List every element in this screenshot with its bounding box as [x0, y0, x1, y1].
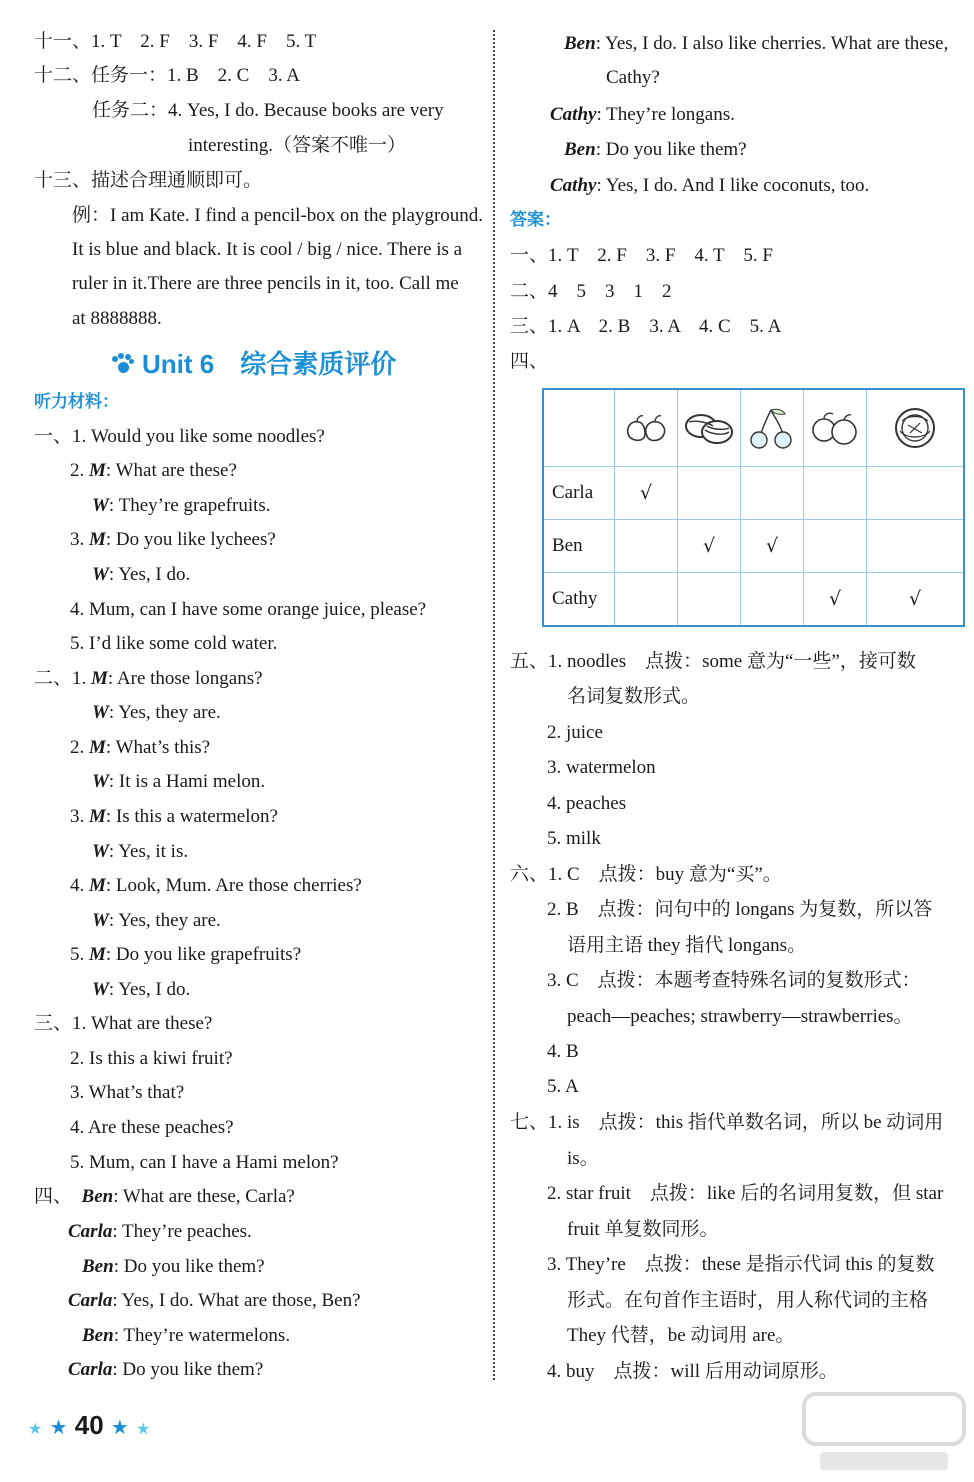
line-text: : Yes, I do.	[108, 564, 191, 585]
line-text: 任务二：4. Yes, I do. Because books are very	[92, 100, 444, 121]
check-cell: √	[678, 520, 741, 573]
line-text: Is this a kiwi fruit?	[89, 1048, 233, 1069]
row-name-cell: Ben	[543, 520, 615, 573]
text-line	[606, 66, 660, 90]
text-line	[547, 756, 656, 780]
text-line	[547, 969, 921, 993]
check-cell: √	[867, 573, 965, 627]
speaker-label: M	[89, 460, 106, 481]
text-line	[70, 1047, 233, 1071]
speaker-label: M	[89, 806, 106, 827]
check-cell	[678, 573, 741, 627]
text-line	[92, 99, 444, 123]
unit-title	[112, 348, 396, 380]
text-line	[70, 459, 237, 483]
line-text: : They’re grapefruits.	[108, 495, 271, 516]
star-icon: ★	[136, 1421, 151, 1438]
table-corner-cell	[543, 389, 615, 467]
speaker-label: M	[89, 875, 106, 896]
line-text: What’s that?	[88, 1082, 185, 1103]
text-line	[68, 1289, 361, 1313]
text-line	[82, 1324, 290, 1348]
line-number: 3.	[70, 806, 89, 827]
text-line	[70, 528, 276, 552]
cherry-icon	[747, 406, 797, 450]
check-cell	[741, 573, 804, 627]
line-text: : Do you like them?	[113, 1256, 265, 1277]
line-text: : Yes, I do. What are those, Ben?	[112, 1290, 361, 1311]
check-cell: √	[741, 520, 804, 573]
text-line	[547, 1253, 935, 1277]
line-number: 2.	[70, 460, 89, 481]
speaker-label: W	[92, 910, 109, 931]
table-body	[543, 467, 964, 627]
table-row	[543, 467, 964, 520]
text-line	[34, 30, 316, 54]
speaker-label: Ben	[82, 1256, 114, 1277]
check-cell: √	[615, 467, 678, 520]
line-text: 5. A	[547, 1076, 579, 1097]
text-line	[564, 32, 948, 56]
text-line	[547, 1075, 579, 1099]
page-number: 40	[74, 1410, 104, 1440]
line-number: 3.	[70, 1082, 89, 1103]
line-text: 六、1. C 点拨：buy 意为“买”。	[510, 864, 782, 885]
line-number: 3.	[70, 529, 89, 550]
speaker-label: W	[92, 702, 109, 723]
line-text: 四、	[510, 351, 549, 372]
text-line	[510, 1111, 943, 1135]
speaker-label: W	[92, 841, 109, 862]
paw-icon	[112, 353, 134, 375]
text-line	[510, 280, 672, 304]
line-text: 3. They’re 点拨：these 是指示代词 this 的复数	[547, 1254, 935, 1275]
line-text: 语用主语 they 指代 longans。	[567, 935, 807, 956]
table-header-cell	[615, 389, 678, 467]
line-text: I’d like some cold water.	[89, 633, 278, 654]
line-text: 十一、1. T 2. F 3. F 4. F 5. T	[34, 31, 317, 52]
text-line	[72, 307, 162, 331]
line-text: 5. milk	[547, 828, 601, 849]
line-text: : Do you like them?	[595, 139, 747, 160]
line-text: : Do you like grapefruits?	[105, 944, 302, 965]
line-text: 2. B 点拨：问句中的 longans 为复数，所以答	[547, 899, 933, 920]
line-text: : Do you like lychees?	[105, 529, 276, 550]
line-text: : What are these?	[105, 460, 237, 481]
star-icon: ★	[49, 1417, 68, 1439]
coconut-icon	[888, 405, 942, 451]
line-text: 三、1. A 2. B 3. A 4. C 5. A	[510, 316, 782, 337]
text-line	[68, 1220, 252, 1244]
speaker-label: Ben	[564, 139, 596, 160]
line-text: : They’re watermelons.	[113, 1325, 291, 1346]
check-cell	[615, 573, 678, 627]
speaker-label: Cathy	[550, 104, 597, 125]
text-line	[72, 238, 462, 262]
text-line	[567, 1218, 718, 1242]
text-line	[68, 1358, 263, 1382]
speaker-label: Ben	[564, 33, 596, 54]
line-number: 四、	[34, 1186, 82, 1207]
text-line	[34, 667, 263, 691]
line-text: : Yes, I do.	[108, 979, 191, 1000]
page-number-area	[28, 1410, 150, 1441]
check-cell	[615, 520, 678, 573]
text-line	[70, 1081, 184, 1105]
text-line	[92, 494, 271, 518]
check-cell	[678, 467, 741, 520]
longan-icon	[809, 408, 861, 448]
speaker-label: W	[92, 771, 109, 792]
text-line	[34, 169, 262, 193]
star-icon: ★	[110, 1417, 129, 1439]
speaker-label: Carla	[68, 1221, 113, 1242]
text-line	[92, 909, 221, 933]
line-text: peach—peaches; strawberry—strawberries。	[567, 1006, 913, 1027]
line-text: Would you like some noodles?	[91, 426, 325, 447]
text-line	[567, 1147, 599, 1171]
line-text: 十二、任务一：1. B 2. C 3. A	[34, 65, 301, 86]
check-cell	[867, 467, 965, 520]
text-line	[564, 138, 747, 162]
text-line	[70, 805, 278, 829]
text-line	[70, 598, 426, 622]
line-text: 七、1. is 点拨：this 指代单数名词，所以 be 动词用	[510, 1112, 944, 1133]
line-text: They 代替，be 动词用 are。	[567, 1325, 795, 1346]
line-text: 2. star fruit 点拨：like 后的名词用复数，但 star	[547, 1183, 944, 1204]
speaker-label: M	[89, 944, 106, 965]
watermelon-icon	[683, 408, 735, 448]
text-line	[70, 943, 301, 967]
line-text: 例：I am Kate. I find a pencil-box on the playground.	[72, 205, 484, 226]
row-name-cell: Carla	[543, 467, 615, 520]
text-line	[92, 978, 190, 1002]
line-number: 4.	[70, 875, 89, 896]
line-text: : Yes, they are.	[108, 702, 221, 723]
watermark-logo	[800, 1388, 968, 1476]
line-text: 3. C 点拨：本题考查特殊名词的复数形式：	[547, 970, 921, 991]
text-line	[567, 1324, 794, 1348]
line-text: 3. watermelon	[547, 757, 656, 778]
unit-title-text: Unit 6 综合素质评价	[142, 349, 397, 379]
line-text: 4. buy 点拨：will 后用动词原形。	[547, 1361, 838, 1382]
text-line	[567, 685, 700, 709]
text-line	[547, 898, 932, 922]
line-text: : Yes, I do. I also like cherries. What are these,	[595, 33, 949, 54]
line-text: : What’s this?	[105, 737, 211, 758]
table-header-cell	[867, 389, 965, 467]
table-row	[543, 520, 964, 573]
text-line	[510, 350, 548, 374]
text-line	[547, 792, 626, 816]
line-text: 五、1. noodles 点拨：some 意为“一些”，接可数	[510, 651, 916, 672]
text-line	[34, 1185, 295, 1209]
text-line	[550, 103, 735, 127]
line-number: 2.	[70, 1048, 89, 1069]
line-text: is。	[567, 1148, 599, 1169]
table-header-cell	[804, 389, 867, 467]
line-text: interesting.（答案不唯一）	[188, 135, 406, 156]
line-number: 一、1.	[34, 426, 92, 447]
fruit-preference-table	[542, 388, 965, 627]
text-line	[547, 827, 601, 851]
line-text: : Is this a watermelon?	[105, 806, 278, 827]
check-cell: √	[804, 573, 867, 627]
line-text: : They’re longans.	[596, 104, 735, 125]
line-text: : They’re peaches.	[112, 1221, 252, 1242]
line-text: : Yes, I do. And I like coconuts, too.	[596, 175, 870, 196]
speaker-label: M	[89, 529, 106, 550]
text-line	[510, 863, 782, 887]
text-line	[567, 934, 806, 958]
text-line	[92, 840, 188, 864]
speaker-label: W	[92, 495, 109, 516]
text-line	[70, 874, 362, 898]
line-text: 名词复数形式。	[567, 686, 701, 707]
table-header-cell	[678, 389, 741, 467]
line-number: 4.	[70, 1117, 88, 1138]
text-line	[510, 244, 773, 268]
speaker-label: W	[92, 564, 109, 585]
line-text: : It is a Hami melon.	[108, 771, 266, 792]
line-number: 5.	[70, 633, 89, 654]
text-line	[72, 204, 483, 228]
line-text: : Do you like them?	[112, 1359, 264, 1380]
speaker-label: Cathy	[550, 175, 597, 196]
line-number: 2.	[70, 737, 89, 758]
row-name-cell: Cathy	[543, 573, 615, 627]
text-line	[34, 1012, 212, 1036]
text-line	[547, 1182, 943, 1206]
line-text: 4. peaches	[547, 793, 627, 814]
speaker-label: Carla	[68, 1359, 113, 1380]
text-line	[547, 721, 603, 745]
table-header-row	[543, 389, 964, 467]
line-text: : What are these, Carla?	[113, 1186, 295, 1207]
line-text: 4. B	[547, 1041, 579, 1062]
text-line	[567, 1289, 928, 1313]
line-text: Mum, can I have some orange juice, please?	[89, 599, 427, 620]
text-line	[82, 1255, 265, 1279]
speaker-label: Carla	[68, 1290, 113, 1311]
line-text: Are these peaches?	[87, 1117, 234, 1138]
text-line	[547, 1360, 838, 1384]
line-text: : Yes, they are.	[108, 910, 221, 931]
text-line	[567, 1005, 913, 1029]
line-text: : Look, Mum. Are those cherries?	[105, 875, 362, 896]
text-line	[34, 425, 325, 449]
speaker-label: Ben	[81, 1186, 114, 1207]
column-divider	[493, 30, 495, 1380]
text-line	[70, 1151, 339, 1175]
text-line	[188, 134, 406, 158]
line-text: 2. juice	[547, 722, 603, 743]
text-line	[550, 174, 869, 198]
line-number: 4.	[70, 599, 89, 620]
table-row	[543, 573, 964, 627]
line-number: 5.	[70, 1152, 89, 1173]
star-icon: ★	[28, 1421, 43, 1438]
text-line	[510, 315, 781, 339]
answer-label: 答案：	[510, 210, 561, 229]
line-text: ruler in it.There are three pencils in it, too. Call me	[72, 273, 459, 294]
line-text: : Are those longans?	[107, 668, 263, 689]
listening-label: 听力材料：	[34, 392, 119, 411]
line-number: 三、1.	[34, 1013, 92, 1034]
speaker-label: M	[89, 737, 106, 758]
line-text: : Yes, it is.	[108, 841, 189, 862]
check-cell	[804, 520, 867, 573]
speaker-label: M	[91, 668, 108, 689]
text-line	[510, 650, 916, 674]
text-line	[92, 701, 221, 725]
check-cell	[804, 467, 867, 520]
table-header-cell	[741, 389, 804, 467]
text-line	[92, 563, 190, 587]
speaker-label: Ben	[82, 1325, 114, 1346]
line-text: 二、4 5 3 1 2	[510, 281, 672, 302]
text-line	[72, 272, 459, 296]
line-number: 二、1.	[34, 668, 92, 689]
speaker-label: W	[92, 979, 109, 1000]
text-line	[547, 1040, 579, 1064]
check-cell	[741, 467, 804, 520]
line-text: 形式。在句首作主语时，用人称代词的主格	[567, 1290, 929, 1311]
text-line	[34, 64, 300, 88]
line-text: It is blue and black. It is cool / big / nice. There is a	[72, 239, 463, 260]
text-line	[92, 770, 265, 794]
line-text: Cathy?	[606, 67, 660, 88]
line-text: Mum, can I have a Hami melon?	[89, 1152, 339, 1173]
line-text: What are these?	[91, 1013, 213, 1034]
line-text: fruit 单复数同形。	[567, 1219, 719, 1240]
text-line	[70, 632, 277, 656]
peach-icon	[623, 408, 669, 448]
text-line	[70, 1116, 234, 1140]
line-text: 十三、描述合理通顺即可。	[34, 170, 263, 191]
check-cell	[867, 520, 965, 573]
text-line	[70, 736, 210, 760]
line-text: at 8888888.	[72, 308, 162, 329]
line-text: 一、1. T 2. F 3. F 4. T 5. F	[510, 245, 773, 266]
line-number: 5.	[70, 944, 89, 965]
